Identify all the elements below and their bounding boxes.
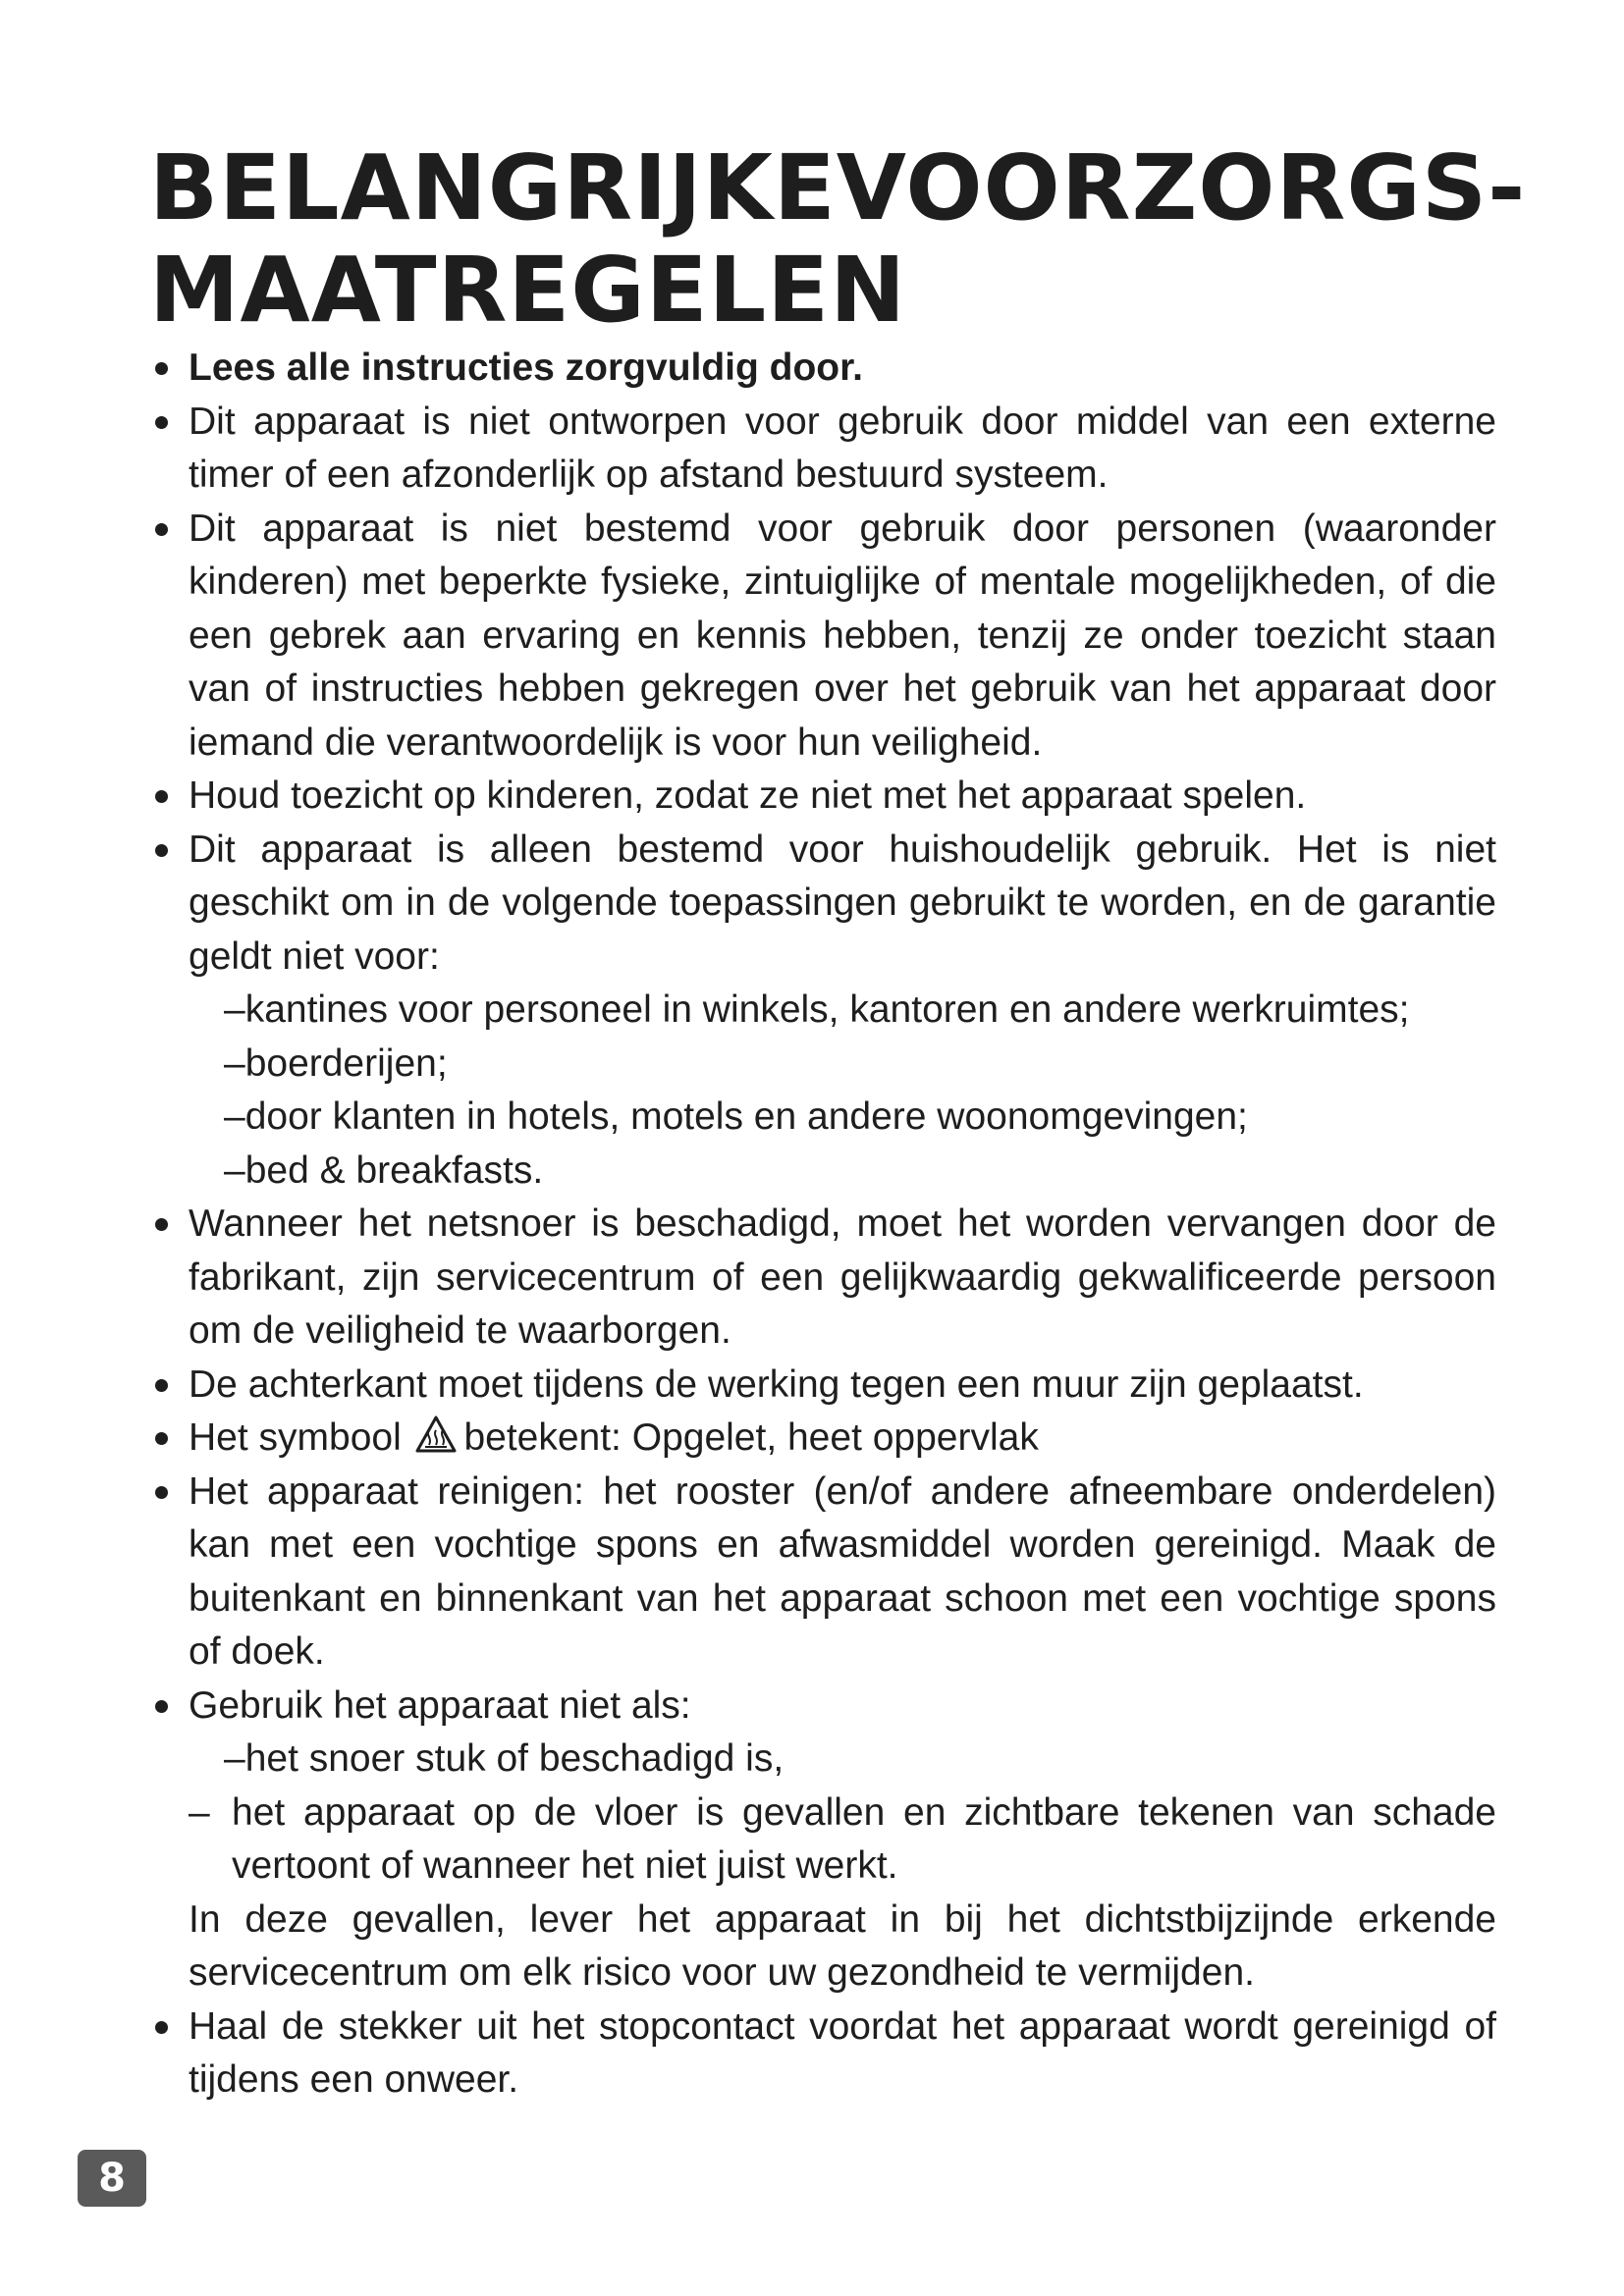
sub-item: –boerderijen;	[224, 1041, 448, 1085]
bullet-icon	[155, 1379, 168, 1392]
sub-item: –kantines voor personeel in winkels, kantoren en andere werkruimtes;	[224, 988, 1410, 1031]
bullet-icon	[155, 1432, 168, 1445]
list-item: Het apparaat reinigen: het rooster (en/of andere afneembare onderdelen) kan met een vochtige spons en afwasmiddel worden gereinigd. Maak de buitenkant en binnenkant van het apparaat schoon met een vochtige spons of doek.	[149, 1466, 1496, 1680]
sub-item: –het snoer stuk of beschadigd is,	[224, 1737, 785, 1780]
bullet-icon	[155, 790, 168, 803]
page-number-badge: 8	[78, 2150, 146, 2207]
list-item: Lees alle instructies zorgvuldig door.	[149, 342, 1496, 396]
follow-up-text: In deze gevallen, lever het apparaat in bij het dichtstbijzijnde erkende servicecentrum om elk risico voor uw gezondheid te vermijden.	[189, 1897, 1496, 1994]
title-line-1	[149, 135, 1527, 240]
hot-surface-warning-icon	[414, 1415, 458, 1454]
list-item: Haal de stekker uit het stopcontact voordat het apparaat wordt gereinigd of tijdens een onweer.	[149, 2001, 1496, 2108]
title-line-2: MAATREGELEN	[149, 238, 907, 343]
list-item: Dit apparaat is niet ontworpen voor gebruik door middel van een externe timer of een afzonderlijk op afstand bestuurd systeem.	[149, 396, 1496, 503]
list-item: Dit apparaat is niet bestemd voor gebruik door personen (waaronder kinderen) met beperkte fysieke, zintuiglijke of mentale mogelijkheden, of die een gebrek aan ervaring en kennis hebben, tenzij ze onder toezicht staan van of instructies hebben gekregen over het gebruik van het apparaat door iemand die verantwoordelijk is voor hun veiligheid.	[149, 503, 1496, 771]
list-item: Dit apparaat is alleen bestemd voor huishoudelijk gebruik. Het is niet geschikt om in de volgende toepassingen gebruikt te worden, en de garantie geldt niet voor:	[149, 824, 1496, 985]
list-item: Houd toezicht op kinderen, zodat ze niet met het apparaat spelen.	[149, 770, 1496, 824]
sub-item: – het apparaat op de vloer is gevallen en zichtbare tekenen van schade vertoont of wanneer het niet juist werkt.	[149, 1787, 1496, 1894]
list-item: De achterkant moet tijdens de werking tegen een muur zijn geplaatst.	[149, 1359, 1496, 1413]
title-word-1: BELANGRIJKE	[149, 135, 837, 240]
title-word-2: VOORZORGS-	[836, 135, 1527, 240]
list-item: Gebruik het apparaat niet als:	[149, 1680, 1496, 1734]
bullet-icon	[155, 1218, 168, 1231]
bullet-icon	[155, 416, 168, 429]
dash-marker: –	[189, 1790, 210, 1834]
bullet-icon	[155, 1486, 168, 1499]
list-item: Wanneer het netsnoer is beschadigd, moet het worden vervangen door de fabrikant, zijn servicecentrum of een gelijkwaardig gekwalificeerde persoon om de veiligheid te waarborgen.	[149, 1198, 1496, 1359]
bullet-icon	[155, 362, 168, 375]
bullet-icon	[155, 2021, 168, 2034]
sub-item: –door klanten in hotels, motels en andere woonomgevingen;	[224, 1095, 1248, 1138]
bullet-icon	[155, 523, 168, 536]
bullet-icon	[155, 844, 168, 857]
sub-item: –bed & breakfasts.	[224, 1148, 544, 1192]
list-item: Het symbool betekent: Opgelet, heet oppervlak	[149, 1412, 1496, 1466]
safety-list	[149, 342, 1496, 2108]
bullet-icon	[155, 1700, 168, 1713]
page-title	[149, 135, 1527, 343]
